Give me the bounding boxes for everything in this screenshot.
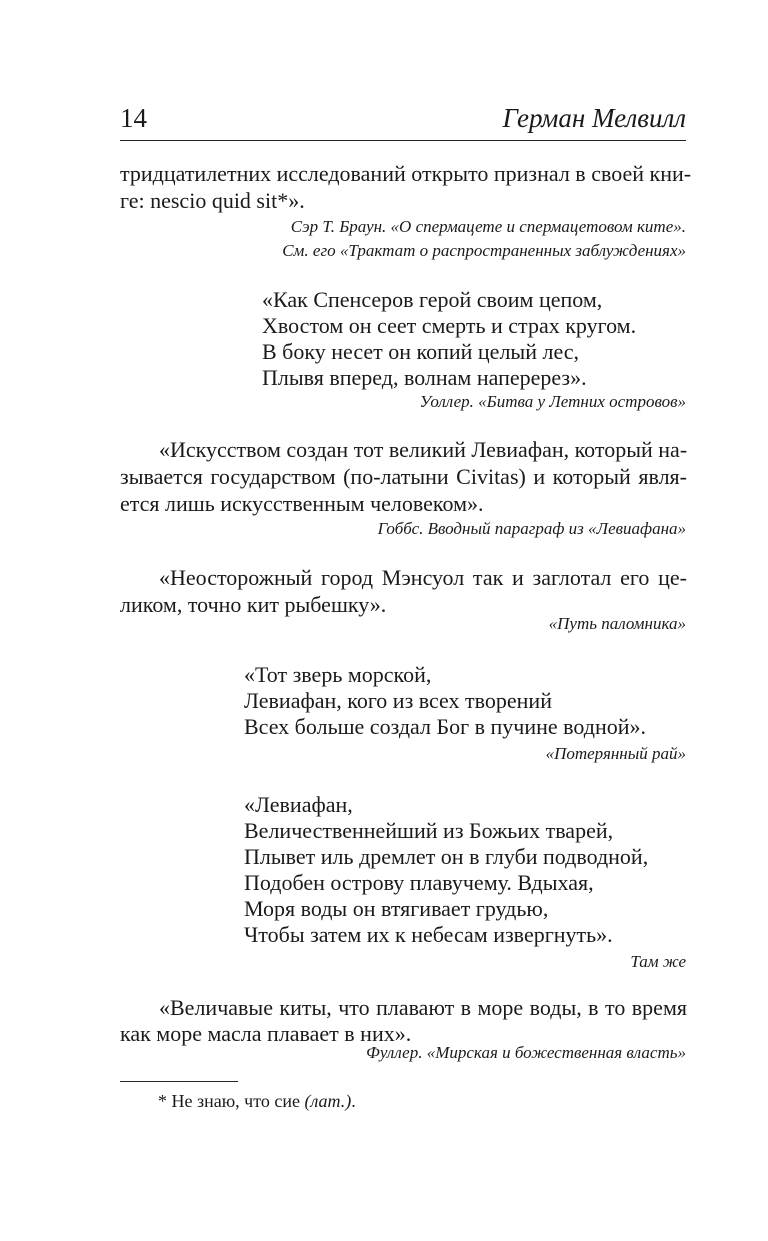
verse-line: Моря воды он втягивает грудью, [244, 896, 549, 921]
text-line: как море масла плавает в них». [120, 1021, 412, 1046]
text-line: ге: nescio quid sit*». [120, 188, 305, 213]
verse-line: Хвостом он сеет смерть и страх кругом. [262, 313, 637, 338]
text-line: «Искусством создан тот великий Левиафан, который на- [159, 437, 688, 462]
attribution: Уоллер. «Битва у Летних островов» [419, 392, 686, 411]
verse-line: Левиафан, кого из всех творений [244, 688, 552, 713]
verse-line: «Левиафан, [244, 792, 353, 817]
text-line: ется лишь искусственным человеком». [120, 491, 484, 516]
verse-line: Плывя вперед, волнам наперерез». [262, 365, 587, 390]
footnote-language: (лат.) [304, 1091, 352, 1111]
verse-line: Чтобы затем их к небесам извергнуть». [244, 922, 613, 947]
text-line: «Неосторожный город Мэнсуол так и заглотал его це- [159, 565, 687, 590]
verse-line: «Тот зверь морской, [244, 662, 432, 687]
verse-line: В боку несет он копий целый лес, [262, 339, 580, 364]
verse-line: Величественнейший из Божьих тварей, [244, 818, 614, 843]
text-line: зывается государством (по-латыни Civitas) и который явля- [120, 464, 687, 489]
text-line: «Величавые киты, что плавают в море воды, в то время [159, 995, 687, 1020]
text-line: ликом, точно кит рыбешку». [120, 592, 387, 617]
page-header [120, 100, 686, 140]
verse-line: Подобен острову плавучему. Вдыхая, [244, 870, 594, 895]
text-line: тридцатилетних исследований открыто признал в своей кни- [120, 161, 692, 186]
attribution: «Потерянный рай» [545, 744, 686, 763]
verse-line: Плывет иль дремлет он в глуби подводной, [244, 844, 649, 869]
header-rule [120, 140, 686, 141]
footnote-end: . [351, 1091, 356, 1111]
page-number: 14 [120, 103, 147, 133]
running-head: Герман Мелвилл [502, 103, 686, 133]
attribution: «Путь паломника» [548, 614, 686, 633]
verse-line: «Как Спенсеров герой своим цепом, [262, 287, 603, 312]
footnote [158, 1090, 356, 1112]
attribution: См. его «Трактат о распространенных заблуждениях» [282, 241, 686, 260]
attribution: Фуллер. «Мирская и божественная власть» [366, 1043, 686, 1062]
footnote-text: * Не знаю, что сие [158, 1091, 305, 1111]
attribution: Там же [630, 952, 686, 971]
verse-line: Всех больше создал Бог в пучине водной». [244, 714, 647, 739]
footnote-rule [120, 1081, 238, 1082]
attribution: Сэр Т. Браун. «О спермацете и спермацетовом ките». [290, 217, 686, 236]
attribution: Гоббс. Вводный параграф из «Левиафана» [377, 519, 686, 538]
